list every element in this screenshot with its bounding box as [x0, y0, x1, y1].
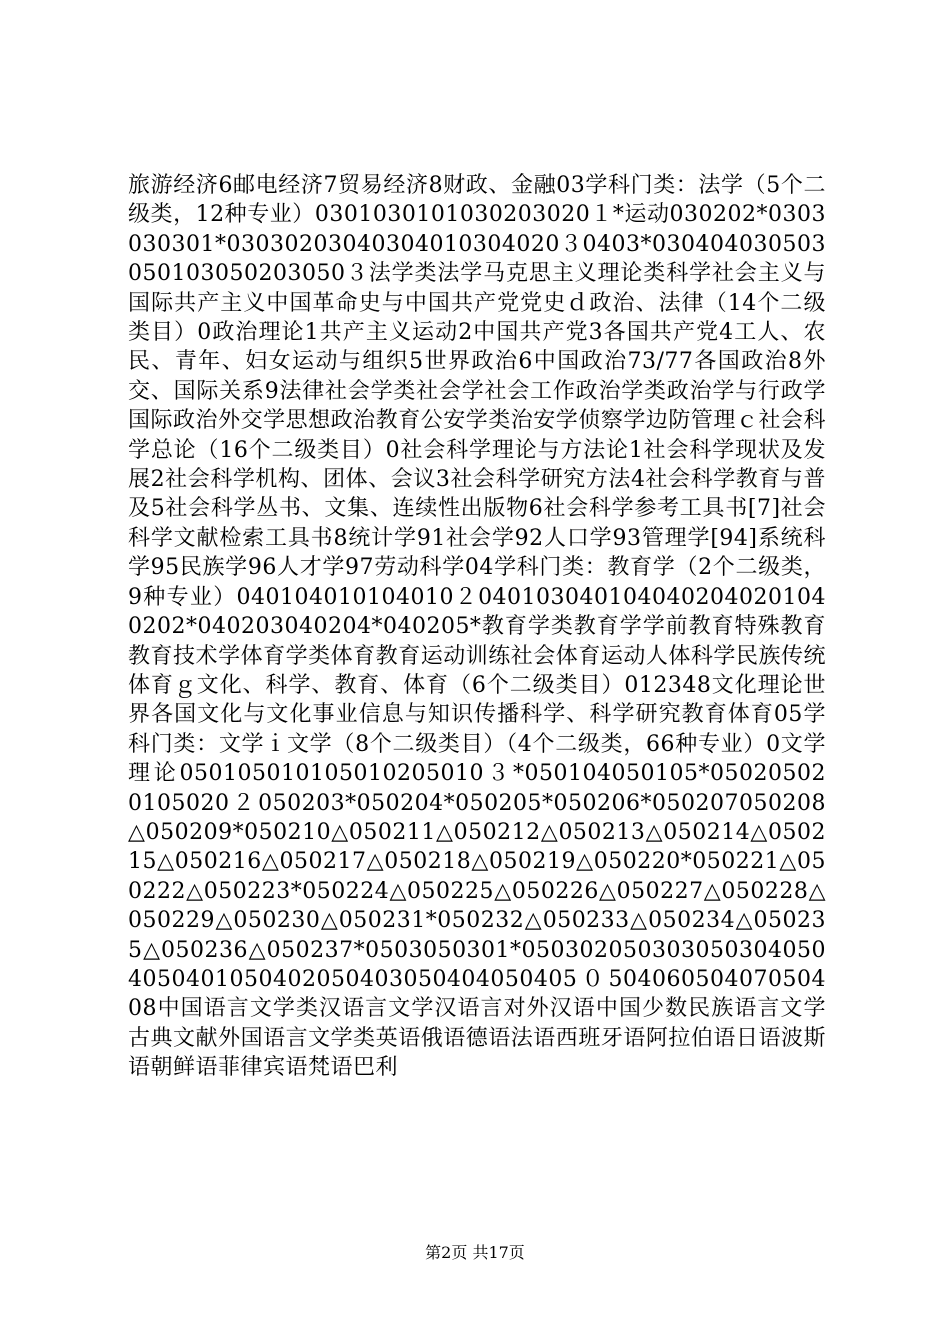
body-paragraph: 旅游经济6邮电经济7贸易经济8财政、金融03学科门类：法学（5个二级类，12种专业）0301030101030203020１*运动030202*0303030301*03030203040304010304020３0403*030404030503050103050203050３法学类法学马克思主义理论类科学社会主义与国际共产主义中国革命史与中国共产党党史ｄ政治、法律（14个二级类目）0政治理论1共产主义运动2中国共产党3各国共产党4工人、农民、青年、妇女运动与组织5世界政治6中国政治73/77各国政治8外交、国际关系9法律社会学类社会学社会工作政治学类政治学与行政学国际政治外交学思想政治教育公安学类治安学侦察学边防管理ｃ社会科学总论（16个二级类目）0社会科学理论与方法论1社会科学现状及发展2社会科学机构、团体、会议3社会科学研究方法4社会科学教育与普及5社会科学丛书、文集、连续性出版物6社会科学参考工具书[7]社会科学文献检索工具书8统计学91社会学92人口学93管理学[94]系统科学95民族学96人才学97劳动科学04学科门类：教育学（2个二级类，9种专业）040104010104010２0401030401040402040201040202*040203040204*040205*教育学类教育学学前教育特殊教育教育技术学体育学类体育教育运动训练社会体育运动人体科学民族传统体育ｇ文化、科学、教育、体育（6个二级类目）012348文化理论世界各国文化与文化事业信息与知识传播科学、科学研究教育体育05学科门类：文学ｉ文学（8个二级类目）（4个二级类，66种专业）0文学理论050105010105010205010３*050104050105*050205020105020２050203*050204*050205*050206*050207050208△050209*050210△050211△050212△050213△050214△050215△050216△050217△050218△050219△050220*050221△050222△050223*050224△050225△050226△050227△050228△050229△050230△050231*050232△050233△050234△050235△050236△050237*0503050301*0503020503030503040504050401050402050403050404050405０50406050407050408中国语言文学类汉语言文学汉语言对外汉语中国少数民族语言文学古典文献外国语言文学类英语俄语德语法语西班牙语阿拉伯语日语波斯语朝鲜语菲律宾语梵语巴利 [128, 173, 826, 1081]
page-number-footer: 第2页 共17页 [425, 1243, 525, 1262]
